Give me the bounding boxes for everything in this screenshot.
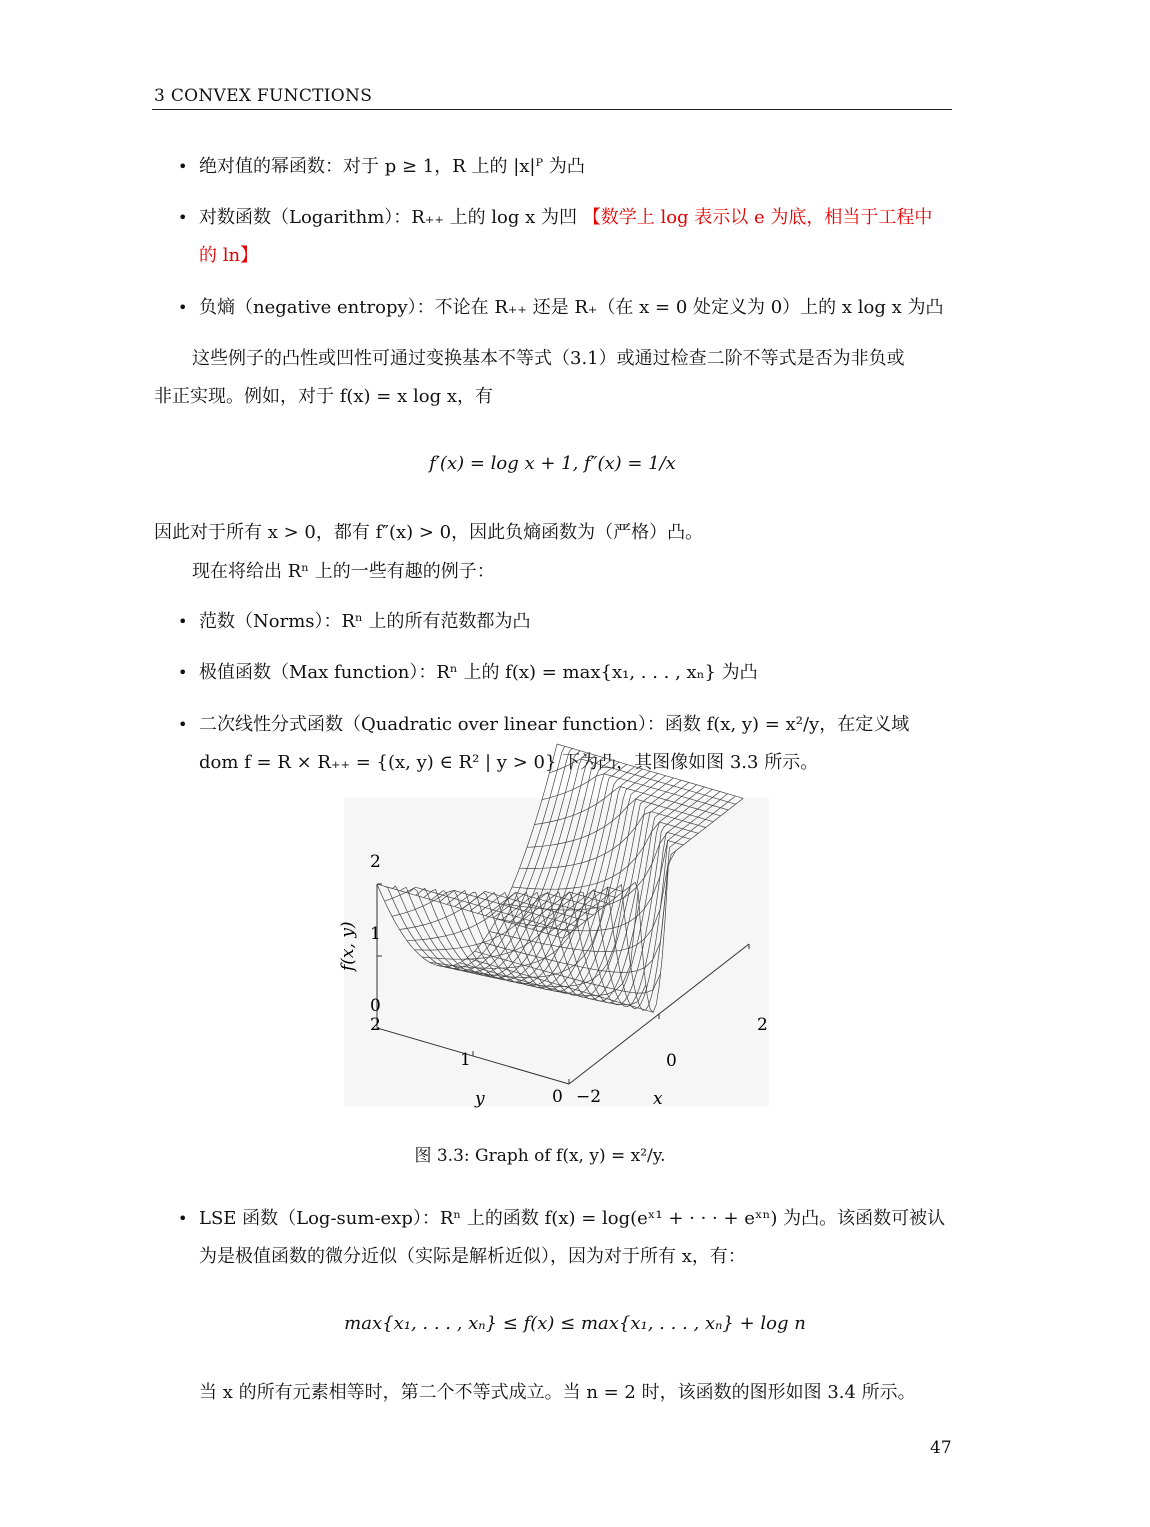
paragraph-line: 现在将给出 Rⁿ 上的一些有趣的例子： [192, 561, 495, 582]
x-tick-neg2: −2 [576, 1087, 602, 1107]
z-tick-1: 1 [370, 924, 381, 944]
bullet-lse-cont: 为是极值函数的微分近似（实际是解析近似），因为对于所有 x，有： [199, 1246, 746, 1267]
x-tick-2: 2 [757, 1015, 768, 1035]
bullet-abs-power: 绝对值的幂函数：对于 p ≥ 1，R 上的 |x|ᴾ 为凸 [199, 156, 585, 177]
header-rule [152, 109, 952, 110]
running-header: 3 CONVEX FUNCTIONS [154, 86, 373, 106]
z-tick-0: 0 [370, 996, 381, 1016]
translator-note-cont: 的 ln】 [199, 245, 259, 266]
bullet-dot: • [178, 157, 188, 176]
bullet-norms: 范数（Norms）：Rⁿ 上的所有范数都为凸 [199, 611, 531, 632]
bullet-dot: • [178, 715, 188, 734]
translator-note: 【数学上 log 表示以 e 为底，相当于工程中 [582, 207, 933, 228]
z-tick-2: 2 [370, 852, 381, 872]
equation-lse-bounds: max{x₁, . . . , xₙ} ≤ f(x) ≤ max{x₁, . . . , xₙ} + log n [344, 1313, 806, 1334]
bullet-logarithm [199, 206, 932, 230]
x-axis-label: x [653, 1089, 663, 1109]
bullet-negative-entropy: 负熵（negative entropy）：不论在 R₊₊ 还是 R₊（在 x = 0 处定义为 0）上的 x log x 为凸 [199, 297, 944, 318]
y-tick-0: 0 [552, 1087, 563, 1107]
bullet-dot: • [178, 663, 188, 682]
bullet-max-function: 极值函数（Max function）：Rⁿ 上的 f(x) = max{x₁, . . . , xₙ} 为凸 [199, 662, 758, 683]
bullet-dot: • [178, 612, 188, 631]
x-tick-0: 0 [666, 1051, 677, 1071]
y-tick-1: 1 [460, 1050, 471, 1070]
equation-derivatives: f′(x) = log x + 1, f″(x) = 1/x [429, 453, 676, 474]
bullet-dot: • [178, 208, 188, 227]
bullet-logarithm-text: 对数函数（Logarithm）：R₊₊ 上的 log x 为凹 [199, 207, 583, 228]
bullet-dot: • [178, 298, 188, 317]
bullet-quad-over-lin: 二次线性分式函数（Quadratic over linear function）：函数 f(x, y) = x²/y，在定义域 [199, 714, 910, 735]
paragraph-line: 当 x 的所有元素相等时，第二个不等式成立。当 n = 2 时，该函数的图形如图 3.4 所示。 [199, 1382, 916, 1403]
page-number: 47 [930, 1438, 952, 1458]
z-axis-label: f(x, y) [338, 921, 358, 971]
bullet-lse: LSE 函数（Log-sum-exp）：Rⁿ 上的函数 f(x) = log(eˣ¹ + · · · + eˣⁿ) 为凸。该函数可被认 [199, 1208, 946, 1229]
y-axis-label: y [475, 1089, 485, 1109]
paragraph-line: 非正实现。例如，对于 f(x) = x log x，有 [154, 386, 493, 407]
figure-caption: 图 3.3: Graph of f(x, y) = x²/y. [414, 1146, 666, 1166]
bullet-quad-over-lin-cont: dom f = R × R₊₊ = {(x, y) ∈ R² | y > 0} 下为凸，其图像如图 3.3 所示。 [199, 752, 819, 773]
figure-3-3 [338, 798, 769, 1109]
y-tick-2: 2 [370, 1015, 381, 1035]
paragraph-line: 因此对于所有 x > 0，都有 f″(x) > 0，因此负熵函数为（严格）凸。 [154, 522, 704, 543]
bullet-dot: • [178, 1209, 188, 1228]
paragraph-line: 这些例子的凸性或凹性可通过变换基本不等式（3.1）或通过检查二阶不等式是否为非负或 [192, 348, 905, 369]
